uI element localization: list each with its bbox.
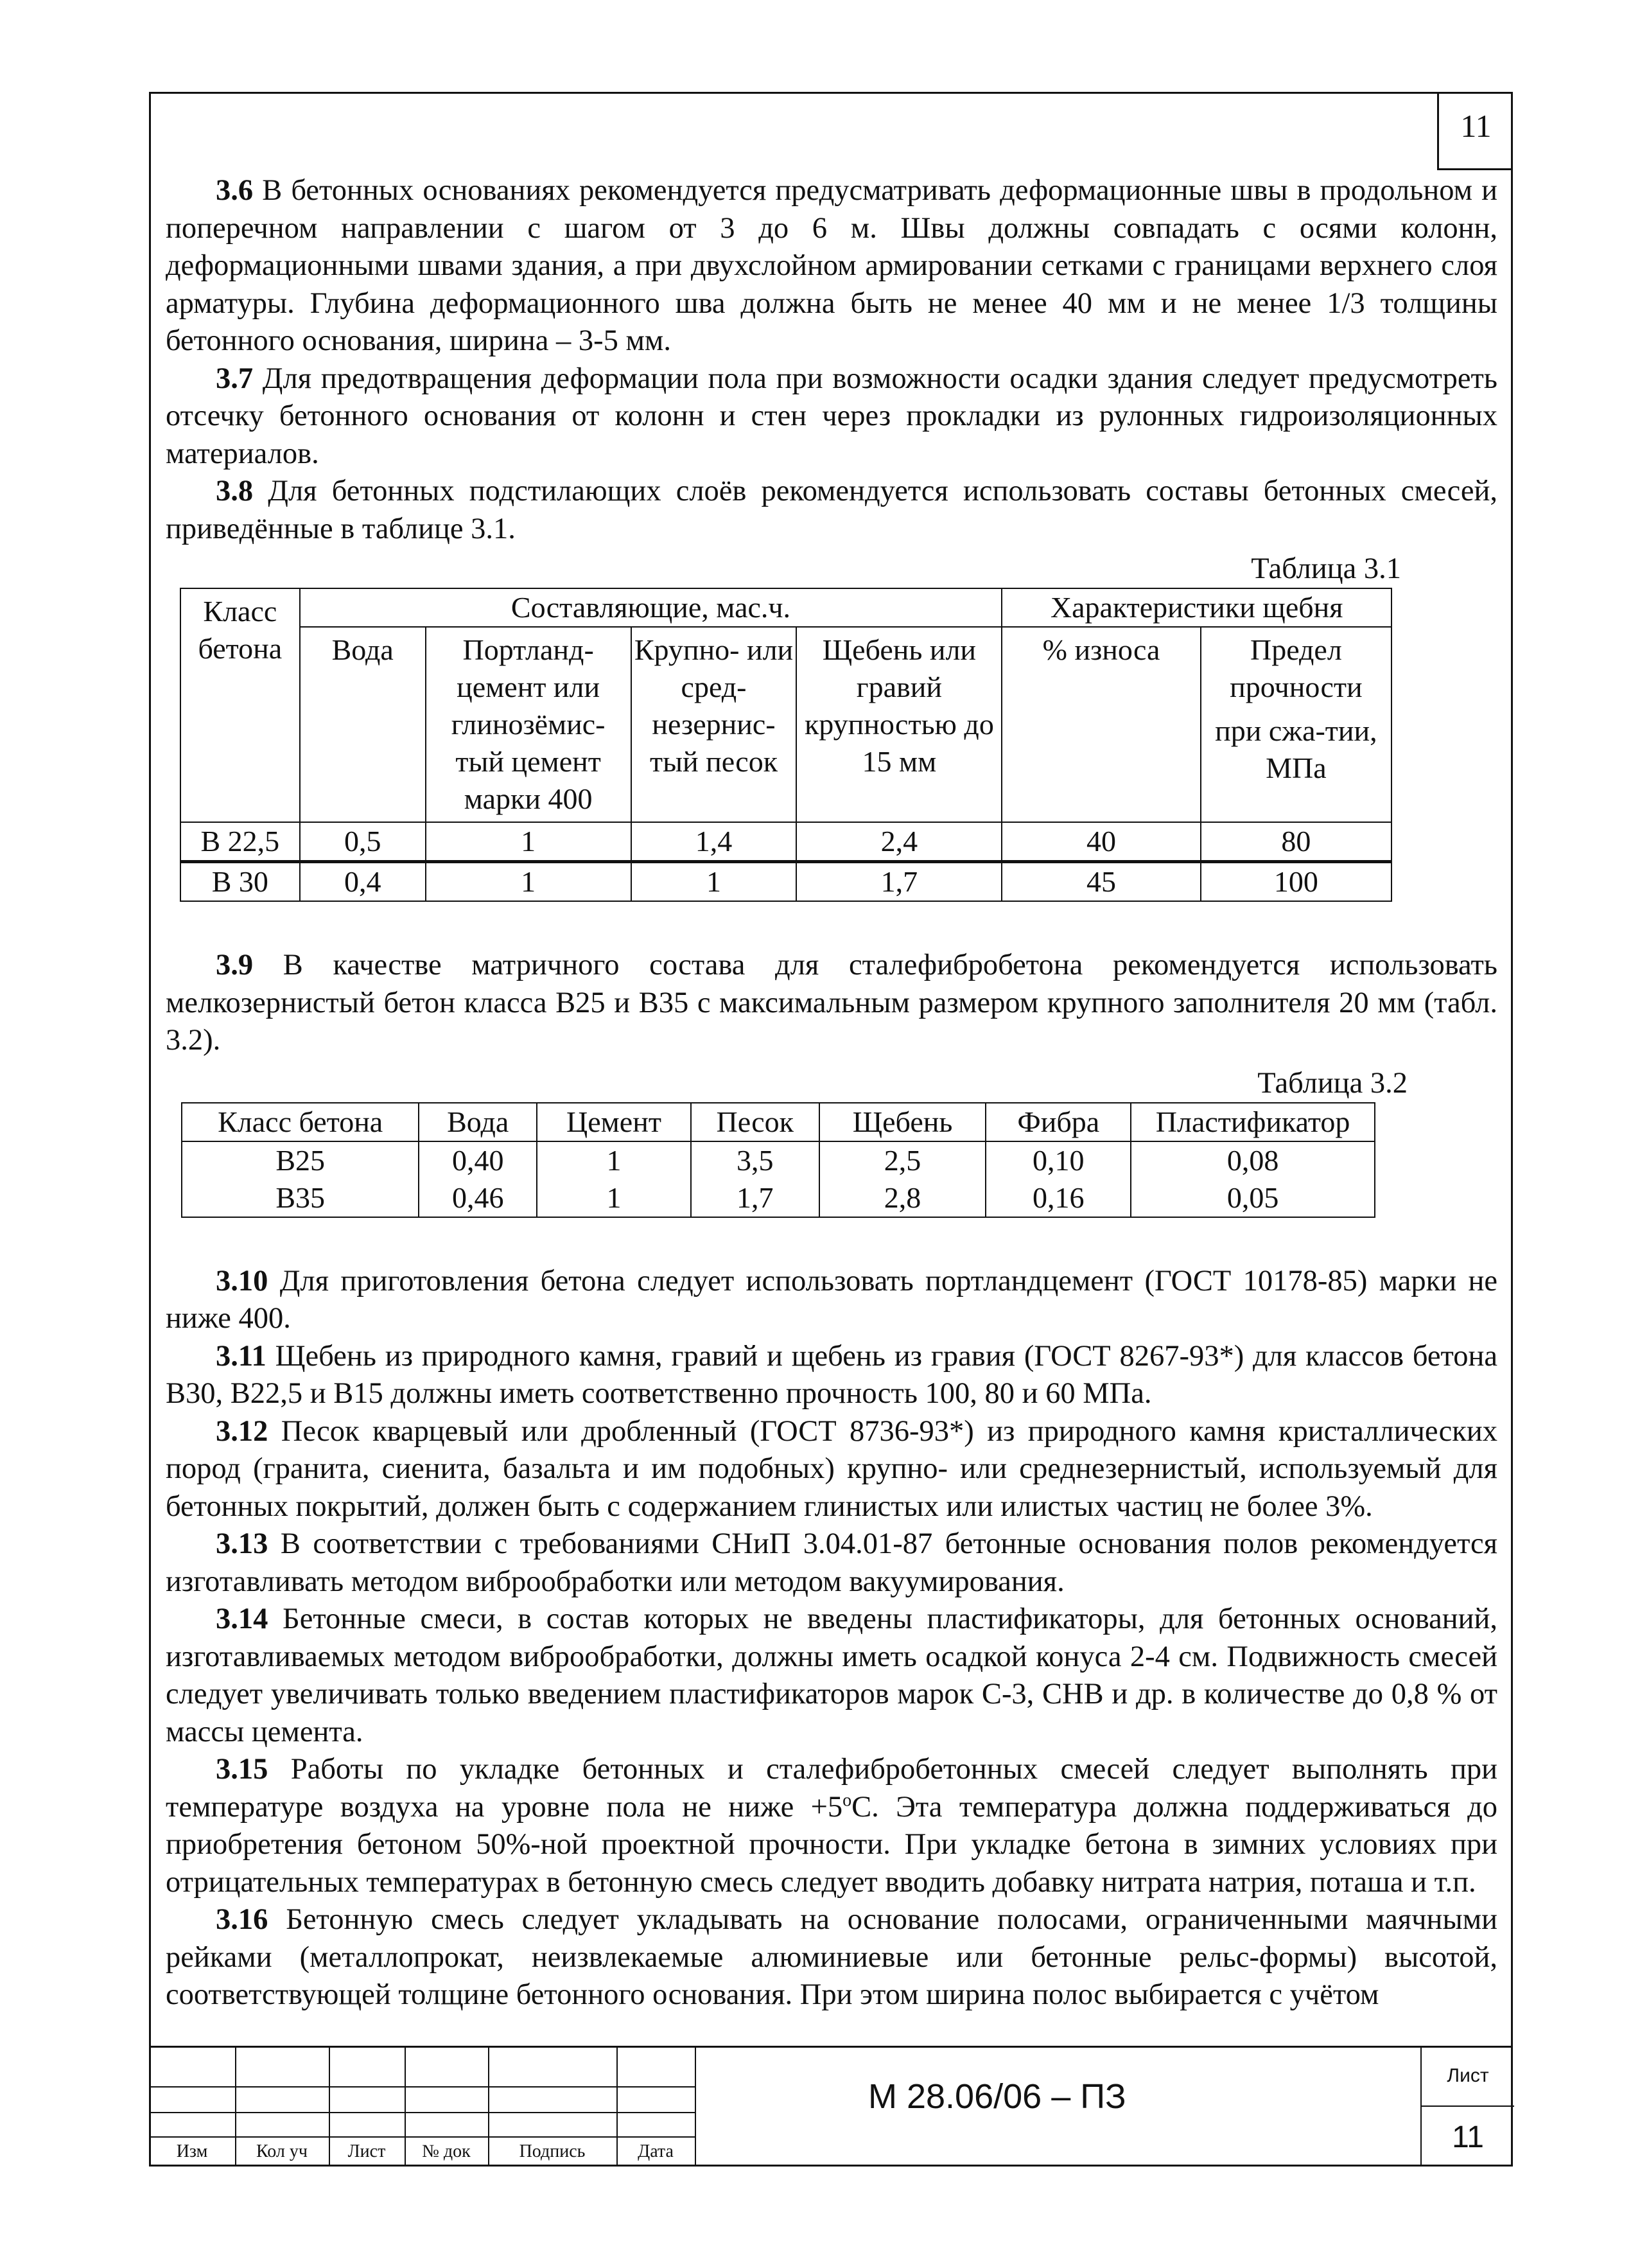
paragraph-3-14: 3.14 Бетонные смеси, в состав которых не введены пластификаторы, для бетонных оснований, изготавливаемых методом виброобработки, должны иметь осадкой конуса 2-4 см. Подвижность смесей следует увеличивать только введением пластификаторов марок С-3, СНВ и др. в количестве до 0,8 % от массы цемента.: [166, 1603, 1497, 1748]
header-components: Составляющие, мас.ч.: [300, 588, 1002, 627]
table-3-2-caption: Таблица 3.2: [1257, 1066, 1408, 1100]
paragraph-3-6: 3.6 В бетонных основаниях рекомендуется предусматривать деформационные швы в продольном и поперечном направлении с шагом от 3 до 6 м. Швы должны совпадать с осями колонн, деформационными швами здания, а при двухслойном армировании сетками с границами верхнего слоя арматуры. Глубина деформационного шва должна быть не менее 40 мм и не менее 1/3 толщины бетонного основания, ширина – 3-5 мм.: [166, 174, 1497, 357]
label-signature: Подпись: [519, 2141, 586, 2161]
document-body: [166, 172, 1497, 2014]
paragraph-3-16: 3.16 Бетонную смесь следует укладывать на основание полосами, ограниченными маячными рейками (металлопрокат, неизвлекаемые алюминиевые или бетонные рельс-формы) высотой, соответствующей толщине бетонного основания. При этом ширина полос выбирается с учётом: [166, 1903, 1497, 2011]
label-count: Кол уч: [256, 2141, 308, 2161]
revision-grid: [149, 2048, 696, 2168]
header-fiber: Фибра: [986, 1103, 1131, 1141]
header-water: Вода: [300, 627, 426, 822]
label-sheet: Лист: [347, 2141, 386, 2161]
sheet-number: 11: [1452, 2120, 1484, 2154]
paragraph-3-12: 3.12 Песок кварцевый или дробленный (ГОСТ 8736-93*) из природного камня кристаллических пород (гранита, сиенита, базальта и им подобных) крупно- или среднезернистый, используемый для бетонных покрытий, должен быть с содержанием глинистых или илистых частиц не более 3%.: [166, 1414, 1497, 1523]
label-change: Изм: [176, 2141, 208, 2161]
page-number-top: 11: [1437, 92, 1513, 170]
paragraph-3-9: 3.9 В качестве матричного состава для сталефибробетона рекомендуется использовать мелкозернистый бетон класса В25 и В35 с максимальным размером крупного заполнителя 20 мм (табл. 3.2).: [166, 949, 1497, 1057]
label-doc-number: № док: [422, 2141, 471, 2161]
paragraph-3-7: 3.7 Для предотвращения деформации пола при возможности осадки здания следует предусмотреть отсечку бетонного основания от колонн и стен через прокладки из рулонных гидроизоляционных материалов.: [166, 362, 1497, 470]
paragraph-3-15: 3.15 Работы по укладке бетонных и сталефибробетонных смесей следует выполнять при температуре воздуха на уровне пола не ниже $+5^oС$. Эта температура должна поддерживаться до приобретения бетоном 50%-ной проектной прочности. При укладке бетона в зимних условиях при отрицательных температурах в бетонную смесь следует вводить добавку нитрата натрия, поташа и т.п.: [166, 1753, 1497, 1899]
paragraph-3-8: 3.8 Для бетонных подстилающих слоёв рекомендуется использовать составы бетонных смесей, приведённые в таблице 3.1.: [166, 475, 1497, 545]
sheet-label: Лист: [1447, 2065, 1489, 2086]
table-3-2: [181, 1102, 1375, 1218]
header-class: Класс бетона: [182, 1103, 419, 1141]
header-class: Класс бетона: [180, 588, 300, 822]
paragraph-3-11: 3.11 Щебень из природного камня, гравий и щебень из гравия (ГОСТ 8267-93*) для классов бетона В30, В22,5 и В15 должны иметь соответственно прочность 100, 80 и 60 МПа.: [166, 1339, 1497, 1410]
header-sand: Песок: [691, 1103, 819, 1141]
label-date: Дата: [638, 2141, 674, 2161]
document-code: М 28.06/06 – ПЗ: [868, 2077, 1126, 2116]
table-3-1-caption: Таблица 3.1: [1251, 552, 1401, 585]
table-row: В25 0,40 1 3,5 2,5 0,10 0,08: [182, 1141, 1375, 1179]
header-water: Вода: [419, 1103, 537, 1141]
table-row: В 22,5 0,5 1 1,4 2,4 40 80: [180, 822, 1391, 862]
header-strength: Предел прочности при сжа-тии, МПа: [1201, 627, 1391, 822]
header-cement: Цемент: [537, 1103, 691, 1141]
title-block: [149, 2046, 1513, 2167]
header-plasticizer: Пластификатор: [1131, 1103, 1375, 1141]
header-wear: % износа: [1002, 627, 1201, 822]
header-crushed: Щебень или гравий крупностью до 15 мм: [796, 627, 1002, 822]
table-row: В35 0,46 1 1,7 2,8 0,16 0,05: [182, 1179, 1375, 1217]
header-crushed: Щебень: [819, 1103, 986, 1141]
header-sand: Крупно- или сред-незернис-тый песок: [631, 627, 797, 822]
paragraph-3-13: 3.13 В соответствии с требованиями СНиП 3.04.01-87 бетонные основания полов рекомендуется изготавливать методом виброобработки или методом вакуумирования.: [166, 1527, 1497, 1598]
sheet-box: [1420, 2048, 1514, 2167]
header-gravel: Характеристики щебня: [1002, 588, 1391, 627]
table-3-1: [180, 588, 1392, 902]
header-cement: Портланд-цемент или глинозёмис-тый цемент марки 400: [426, 627, 631, 822]
table-row: В 30 0,4 1 1 1,7 45 100: [180, 862, 1391, 902]
paragraph-3-10: 3.10 Для приготовления бетона следует использовать портландцемент (ГОСТ 10178-85) марки не ниже 400.: [166, 1264, 1497, 1335]
